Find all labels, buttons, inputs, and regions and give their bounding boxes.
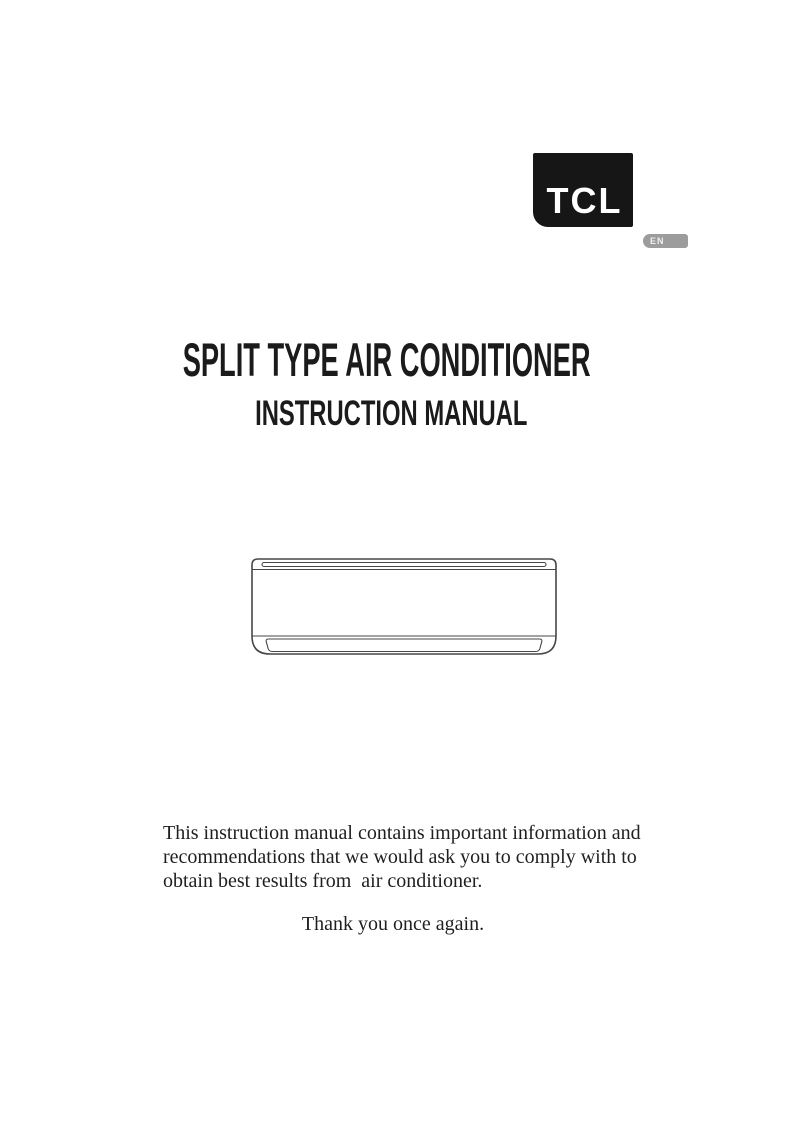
intro-paragraph-line: This instruction manual contains important information and — [163, 822, 641, 844]
intro-paragraph-line: obtain best results from air conditioner. — [163, 870, 483, 892]
language-badge — [643, 234, 688, 248]
page-subtitle-text: INSTRUCTION MANUAL — [254, 394, 528, 433]
page-title-text: SPLIT TYPE AIR CONDITIONER — [183, 333, 591, 386]
page-title — [0, 333, 788, 386]
closing-line — [0, 912, 794, 936]
page-subtitle — [0, 396, 792, 431]
intro-paragraph-line: recommendations that we would ask you to comply with to — [163, 846, 637, 868]
language-badge-label: EN — [650, 236, 665, 246]
closing-line-text: Thank you once again. — [301, 913, 485, 935]
intro-paragraph — [163, 821, 663, 893]
air-conditioner-illustration — [251, 558, 557, 655]
tcl-logo — [533, 153, 633, 227]
tcl-logo-text: TCL — [546, 180, 623, 221]
ac-bottom-flap — [266, 639, 542, 652]
